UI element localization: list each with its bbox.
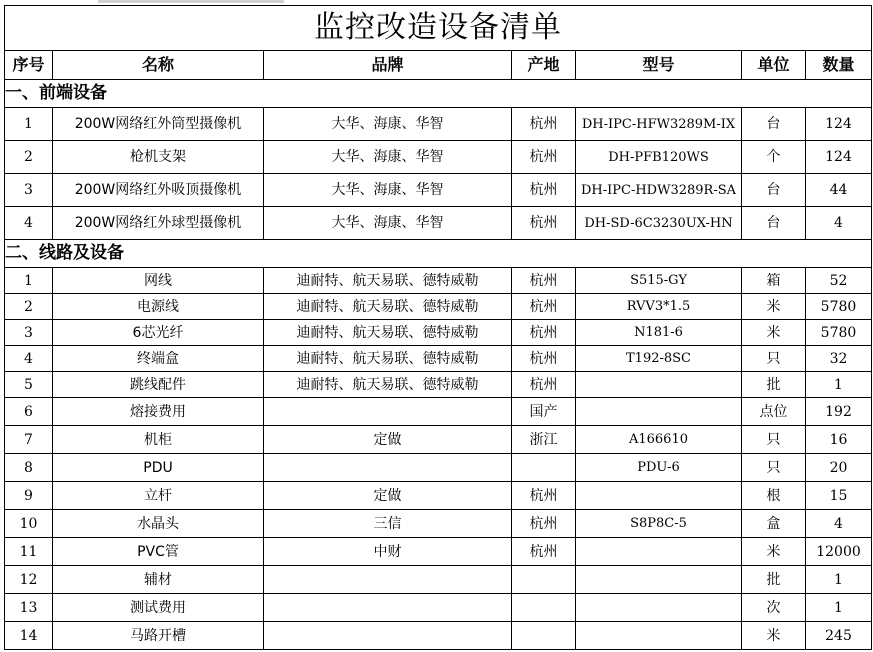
cell-qty[interactable]: 5780 [806, 320, 872, 346]
cell-brand[interactable]: 迪耐特、航天易联、德特威勒 [264, 346, 512, 372]
table-row [5, 141, 872, 174]
cell-qty[interactable]: 4 [806, 207, 872, 240]
cell-unit[interactable]: 只 [742, 454, 806, 482]
cell-origin[interactable]: 杭州 [512, 141, 576, 174]
cell-name[interactable]: 水晶头 [53, 510, 264, 538]
cell-no[interactable]: 3 [5, 320, 53, 346]
section-label[interactable]: 二、线路及设备 [5, 240, 872, 268]
cell-unit[interactable]: 米 [742, 294, 806, 320]
cell-name[interactable]: 辅材 [53, 566, 264, 594]
cell-no[interactable]: 7 [5, 426, 53, 454]
cell-model[interactable]: DH-SD-6C3230UX-HN [576, 207, 742, 240]
cell-qty[interactable]: 52 [806, 268, 872, 294]
header-model[interactable]: 型号 [576, 51, 742, 80]
section-label[interactable]: 一、前端设备 [5, 80, 872, 108]
table-row [5, 566, 872, 594]
cell-unit[interactable]: 批 [742, 566, 806, 594]
cell-no[interactable]: 1 [5, 108, 53, 141]
table-row [5, 174, 872, 207]
cell-name[interactable]: 6芯光纤 [53, 320, 264, 346]
equipment-table [4, 5, 872, 650]
cell-qty[interactable]: 20 [806, 454, 872, 482]
cell-model[interactable] [576, 622, 742, 650]
cell-unit[interactable]: 箱 [742, 268, 806, 294]
cell-unit[interactable]: 米 [742, 320, 806, 346]
cell-name[interactable]: PDU [53, 454, 264, 482]
cell-no[interactable]: 2 [5, 294, 53, 320]
cell-unit[interactable]: 台 [742, 174, 806, 207]
table-row [5, 622, 872, 650]
cell-brand[interactable]: 迪耐特、航天易联、德特威勒 [264, 268, 512, 294]
cell-unit[interactable]: 台 [742, 207, 806, 240]
cell-unit[interactable]: 个 [742, 141, 806, 174]
header-row [5, 51, 872, 80]
cell-brand[interactable]: 中财 [264, 538, 512, 566]
cell-name[interactable]: 网线 [53, 268, 264, 294]
cell-brand[interactable] [264, 566, 512, 594]
cell-unit[interactable]: 米 [742, 622, 806, 650]
cell-brand[interactable] [264, 398, 512, 426]
section-row [5, 240, 872, 268]
cell-brand[interactable]: 三信 [264, 510, 512, 538]
table-row [5, 320, 872, 346]
cell-model[interactable]: DH-IPC-HDW3289R-SA [576, 174, 742, 207]
cell-origin[interactable] [512, 454, 576, 482]
cell-unit[interactable]: 只 [742, 426, 806, 454]
cell-origin[interactable]: 杭州 [512, 108, 576, 141]
cell-model[interactable]: T192-8SC [576, 346, 742, 372]
table-row [5, 207, 872, 240]
cell-no[interactable]: 2 [5, 141, 53, 174]
cell-qty[interactable]: 44 [806, 174, 872, 207]
cell-brand[interactable]: 大华、海康、华智 [264, 108, 512, 141]
cell-model[interactable]: PDU-6 [576, 454, 742, 482]
cell-name[interactable]: 熔接费用 [53, 398, 264, 426]
cell-qty[interactable]: 1 [806, 372, 872, 398]
cell-origin[interactable]: 杭州 [512, 538, 576, 566]
cell-qty[interactable]: 12000 [806, 538, 872, 566]
header-no[interactable]: 序号 [5, 51, 53, 80]
cell-origin[interactable]: 杭州 [512, 294, 576, 320]
cell-origin[interactable]: 杭州 [512, 268, 576, 294]
cell-qty[interactable]: 5780 [806, 294, 872, 320]
cell-origin[interactable]: 浙江 [512, 426, 576, 454]
header-name[interactable]: 名称 [53, 51, 264, 80]
cell-brand[interactable]: 定做 [264, 426, 512, 454]
section-row [5, 80, 872, 108]
cell-qty[interactable]: 15 [806, 482, 872, 510]
cell-qty[interactable]: 4 [806, 510, 872, 538]
cell-name[interactable]: 机柜 [53, 426, 264, 454]
cell-model[interactable] [576, 398, 742, 426]
cell-origin[interactable]: 杭州 [512, 207, 576, 240]
cell-qty[interactable]: 16 [806, 426, 872, 454]
table-row [5, 294, 872, 320]
cell-name[interactable]: 200W网络红外吸顶摄像机 [53, 174, 264, 207]
cell-qty[interactable]: 32 [806, 346, 872, 372]
cell-model[interactable] [576, 482, 742, 510]
cell-brand[interactable]: 定做 [264, 482, 512, 510]
cell-name[interactable]: 马路开槽 [53, 622, 264, 650]
cell-name[interactable]: PVC管 [53, 538, 264, 566]
cell-no[interactable]: 12 [5, 566, 53, 594]
cell-brand[interactable]: 迪耐特、航天易联、德特威勒 [264, 372, 512, 398]
header-unit[interactable]: 单位 [742, 51, 806, 80]
cell-brand[interactable]: 迪耐特、航天易联、德特威勒 [264, 294, 512, 320]
cell-name[interactable]: 枪机支架 [53, 141, 264, 174]
table-row [5, 510, 872, 538]
cell-no[interactable]: 4 [5, 207, 53, 240]
selection-edge [98, 0, 284, 3]
cell-no[interactable]: 5 [5, 372, 53, 398]
cell-unit[interactable]: 只 [742, 346, 806, 372]
cell-unit[interactable]: 根 [742, 482, 806, 510]
cell-brand[interactable]: 大华、海康、华智 [264, 207, 512, 240]
cell-qty[interactable]: 1 [806, 566, 872, 594]
cell-brand[interactable] [264, 622, 512, 650]
cell-no[interactable]: 1 [5, 268, 53, 294]
header-origin[interactable]: 产地 [512, 51, 576, 80]
cell-name[interactable]: 电源线 [53, 294, 264, 320]
cell-origin[interactable] [512, 566, 576, 594]
cell-brand[interactable] [264, 454, 512, 482]
header-brand[interactable]: 品牌 [264, 51, 512, 80]
cell-qty[interactable]: 1 [806, 594, 872, 622]
cell-qty[interactable]: 124 [806, 141, 872, 174]
table-row [5, 454, 872, 482]
cell-qty[interactable]: 192 [806, 398, 872, 426]
table-row [5, 594, 872, 622]
table-row [5, 346, 872, 372]
cell-name[interactable]: 立杆 [53, 482, 264, 510]
page-title[interactable]: 监控改造设备清单 [5, 6, 872, 51]
cell-unit[interactable]: 米 [742, 538, 806, 566]
header-qty[interactable]: 数量 [806, 51, 872, 80]
table-row [5, 482, 872, 510]
spreadsheet [4, 5, 872, 650]
cell-origin[interactable]: 国产 [512, 398, 576, 426]
table-row [5, 372, 872, 398]
cell-unit[interactable]: 点位 [742, 398, 806, 426]
cell-model[interactable]: DH-PFB120WS [576, 141, 742, 174]
cell-brand[interactable]: 大华、海康、华智 [264, 141, 512, 174]
cell-no[interactable]: 6 [5, 398, 53, 426]
cell-unit[interactable]: 盒 [742, 510, 806, 538]
cell-no[interactable]: 11 [5, 538, 53, 566]
cell-no[interactable]: 3 [5, 174, 53, 207]
table-row [5, 268, 872, 294]
table-row [5, 426, 872, 454]
cell-model[interactable]: S8P8C-5 [576, 510, 742, 538]
cell-no[interactable]: 10 [5, 510, 53, 538]
cell-model[interactable]: RVV3*1.5 [576, 294, 742, 320]
cell-brand[interactable]: 大华、海康、华智 [264, 174, 512, 207]
cell-model[interactable]: N181-6 [576, 320, 742, 346]
cell-name[interactable]: 终端盒 [53, 346, 264, 372]
cell-no[interactable]: 8 [5, 454, 53, 482]
cell-brand[interactable] [264, 594, 512, 622]
cell-model[interactable]: S515-GY [576, 268, 742, 294]
cell-name[interactable]: 200W网络红外筒型摄像机 [53, 108, 264, 141]
cell-no[interactable]: 13 [5, 594, 53, 622]
table-row [5, 398, 872, 426]
cell-model[interactable] [576, 372, 742, 398]
cell-origin[interactable]: 杭州 [512, 510, 576, 538]
cell-no[interactable]: 9 [5, 482, 53, 510]
cell-unit[interactable]: 次 [742, 594, 806, 622]
cell-name[interactable]: 跳线配件 [53, 372, 264, 398]
cell-model[interactable] [576, 538, 742, 566]
cell-model[interactable]: A166610 [576, 426, 742, 454]
cell-model[interactable] [576, 594, 742, 622]
table-row [5, 108, 872, 141]
cell-name[interactable]: 测试费用 [53, 594, 264, 622]
cell-name[interactable]: 200W网络红外球型摄像机 [53, 207, 264, 240]
cell-qty[interactable]: 245 [806, 622, 872, 650]
cell-origin[interactable]: 杭州 [512, 320, 576, 346]
cell-origin[interactable] [512, 622, 576, 650]
cell-origin[interactable]: 杭州 [512, 482, 576, 510]
cell-origin[interactable] [512, 594, 576, 622]
cell-model[interactable] [576, 566, 742, 594]
cell-unit[interactable]: 批 [742, 372, 806, 398]
cell-origin[interactable]: 杭州 [512, 174, 576, 207]
cell-qty[interactable]: 124 [806, 108, 872, 141]
cell-unit[interactable]: 台 [742, 108, 806, 141]
cell-model[interactable]: DH-IPC-HFW3289M-IX [576, 108, 742, 141]
cell-brand[interactable]: 迪耐特、航天易联、德特威勒 [264, 320, 512, 346]
cell-no[interactable]: 4 [5, 346, 53, 372]
table-row [5, 538, 872, 566]
cell-origin[interactable]: 杭州 [512, 346, 576, 372]
cell-no[interactable]: 14 [5, 622, 53, 650]
cell-origin[interactable]: 杭州 [512, 372, 576, 398]
